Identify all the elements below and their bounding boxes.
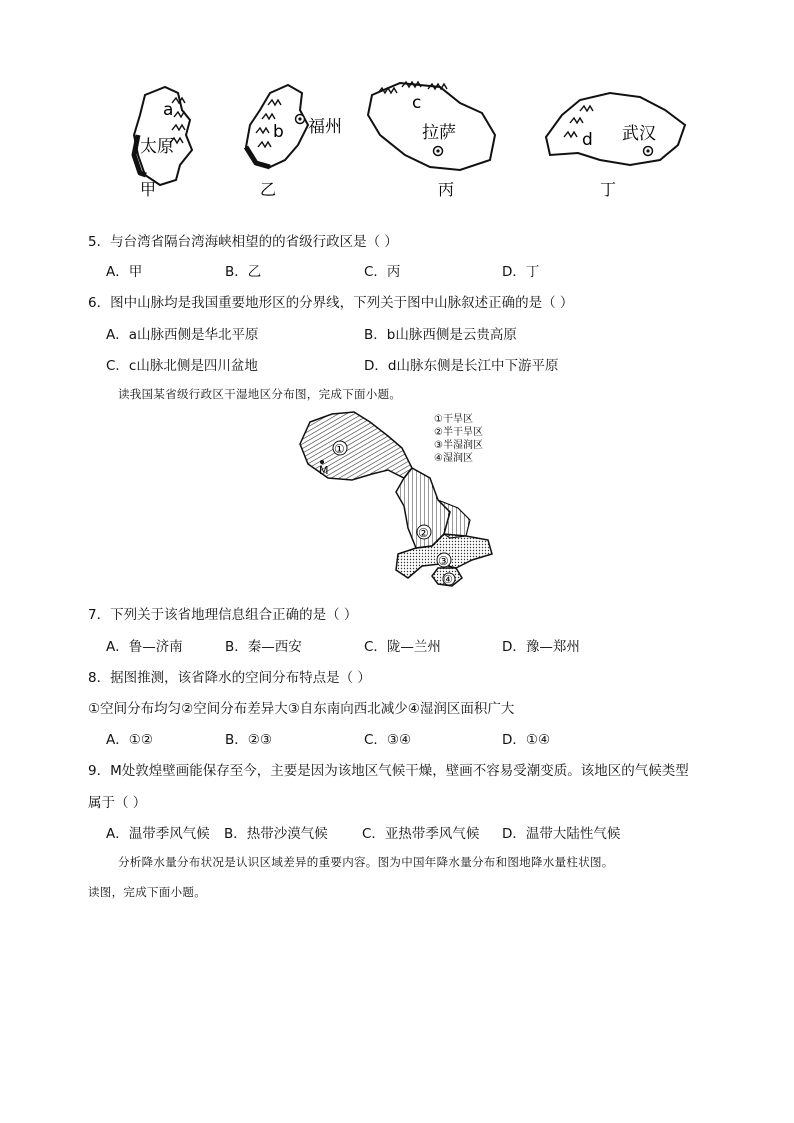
q9-option-d[interactable]: D．温带大陆性气候 bbox=[502, 826, 621, 842]
q5-option-b[interactable]: B．乙 bbox=[225, 264, 262, 280]
question-9-stem-line1: 9．M处敦煌壁画能保存至今，主要是因为该地区气候干燥，壁画不容易受潮变质。该地区的气候类型 bbox=[88, 763, 689, 779]
map-panel-jia bbox=[134, 87, 192, 199]
q8-option-b[interactable]: B．②③ bbox=[225, 732, 272, 748]
map-panel-bing bbox=[368, 82, 495, 199]
question-5-stem: 5．与台湾省隔台湾海峡相望的的省级行政区是（ ） bbox=[88, 234, 398, 250]
q5-option-c[interactable]: C．丙 bbox=[364, 264, 401, 280]
caption-jia: 甲 bbox=[140, 180, 157, 199]
q5-option-d[interactable]: D．丁 bbox=[502, 264, 540, 280]
intro-precipitation-line2: 读图，完成下面小题。 bbox=[88, 885, 206, 899]
question-6-stem: 6．图中山脉均是我国重要地形区的分界线，下列关于图中山脉叙述正确的是（ ） bbox=[88, 295, 574, 311]
q6-option-a[interactable]: A．a山脉西侧是华北平原 bbox=[106, 327, 259, 343]
mountain-label-c: c bbox=[412, 93, 422, 113]
mountain-label-b: b bbox=[273, 122, 284, 142]
q6-option-c[interactable]: C．c山脉北侧是四川盆地 bbox=[106, 358, 258, 374]
q5-option-a[interactable]: A．甲 bbox=[106, 264, 143, 280]
city-label-lhasa: 拉萨 bbox=[422, 123, 456, 143]
q8-option-c[interactable]: C．③④ bbox=[364, 732, 412, 748]
caption-bing: 丙 bbox=[438, 180, 455, 199]
question-9-stem-line2: 属于（ ） bbox=[88, 795, 147, 811]
city-label-wuhan: 武汉 bbox=[622, 124, 656, 144]
province-outline-maps bbox=[110, 75, 710, 220]
mountain-label-d: d bbox=[582, 130, 593, 150]
q9-option-c[interactable]: C．亚热带季风气候 bbox=[362, 826, 480, 842]
city-label-fuzhou: 福州 bbox=[308, 117, 342, 137]
q8-option-d[interactable]: D．①④ bbox=[502, 732, 551, 748]
mountain-label-a: a bbox=[163, 100, 174, 120]
province-dry-wet-map bbox=[292, 408, 512, 588]
legend-item-2: ②半干旱区 bbox=[434, 427, 483, 438]
map-panel-yi bbox=[246, 85, 342, 199]
q9-option-b[interactable]: B．热带沙漠气候 bbox=[224, 826, 328, 842]
city-label-taiyuan: 太原 bbox=[140, 137, 174, 157]
intro-precipitation-line1: 分析降水量分布状况是认识区域差异的重要内容。图为中国年降水量分布和图地降水量柱状图。 bbox=[118, 855, 614, 869]
q8-option-a[interactable]: A．①② bbox=[106, 732, 153, 748]
question-8-stem: 8．据图推测，该省降水的空间分布特点是（ ） bbox=[88, 670, 371, 686]
point-m-label: M bbox=[319, 464, 329, 477]
region-mark-3: ③ bbox=[438, 554, 449, 568]
region-mark-2: ② bbox=[418, 526, 429, 540]
map-panel-ding bbox=[546, 93, 685, 199]
intro-province-map: 读我国某省级行政区干湿地区分布图，完成下面小题。 bbox=[118, 387, 402, 401]
q9-option-a[interactable]: A．温带季风气候 bbox=[106, 826, 210, 842]
legend-item-4: ④湿润区 bbox=[434, 453, 473, 464]
region-mark-1: ① bbox=[334, 442, 345, 456]
legend-item-1: ①干旱区 bbox=[434, 414, 473, 425]
q7-option-d[interactable]: D．豫—郑州 bbox=[502, 639, 580, 655]
q8-statements: ①空间分布均匀②空间分布差异大③自东南向西北减少④湿润区面积广大 bbox=[88, 701, 515, 717]
q7-option-a[interactable]: A．鲁—济南 bbox=[106, 639, 183, 655]
legend-item-3: ③半湿润区 bbox=[434, 440, 483, 451]
q7-option-b[interactable]: B．秦—西安 bbox=[225, 639, 302, 655]
q7-option-c[interactable]: C．陇—兰州 bbox=[364, 639, 441, 655]
caption-yi: 乙 bbox=[260, 180, 277, 199]
question-7-stem: 7．下列关于该省地理信息组合正确的是（ ） bbox=[88, 607, 358, 623]
region-mark-4: ④ bbox=[443, 573, 453, 586]
q6-option-d[interactable]: D．d山脉东侧是长江中下游平原 bbox=[364, 358, 559, 374]
q6-option-b[interactable]: B．b山脉西侧是云贵高原 bbox=[364, 327, 517, 343]
caption-ding: 丁 bbox=[600, 180, 617, 199]
